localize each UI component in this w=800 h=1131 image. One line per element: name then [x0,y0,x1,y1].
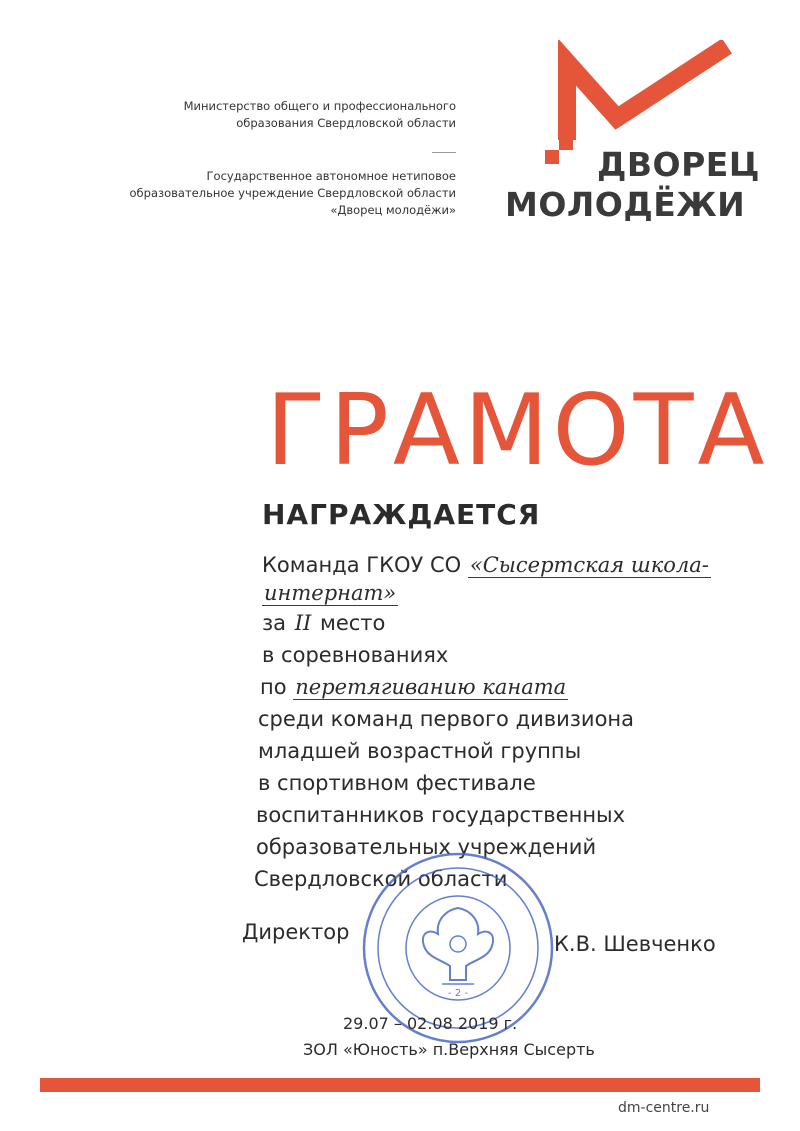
award-line-1 [262,552,711,578]
logo-text-line-1: ДВОРЕЦ [597,145,760,184]
footer-accent-bar [40,1078,760,1092]
award-place: II [294,611,312,635]
header-divider [432,152,456,153]
ministry-line-2: образования Свердловской области [236,116,456,130]
event-dates: 29.07 – 02.08 2019 г. [343,1014,518,1033]
award-discipline: перетягиванию каната [295,675,567,699]
award-line-1-prefix: Команда ГКОУ СО [262,553,468,577]
award-line-6: среди команд первого дивизиона [258,707,635,731]
award-line-9: воспитанников государственных [256,803,626,827]
signature-name: К.В. Шевченко [554,932,716,956]
svg-text:- 2 -: - 2 - [448,988,468,999]
event-location: ЗОЛ «Юность» п.Верхняя Сысерть [303,1040,595,1059]
award-line-4: в соревнованиях [262,643,449,667]
award-line-8: в спортивном фестивале [258,771,536,795]
award-line-11: Свердловской области [254,867,508,891]
institution-line-3: «Дворец молодёжи» [330,203,456,217]
institution-line-2: образовательное учреждение Свердловской области [129,186,456,200]
institution-line-1: Государственное автономное нетиповое [206,169,456,183]
website-url: dm-centre.ru [618,1100,710,1116]
award-team-name: «Сысертская школа- [469,553,709,577]
award-line-10: образовательных учреждений [256,835,597,859]
dvorets-molodezhi-logo [505,40,760,230]
certificate-title: ГРАМОТА [266,374,769,488]
award-line-7: младшей возрастной группы [258,739,582,763]
award-discipline-prefix: по [260,675,294,699]
award-line-5 [260,674,568,700]
award-place-prefix: за [262,611,293,635]
ministry-line-1: Министерство общего и профессионального [183,99,456,113]
logo-text-line-2: МОЛОДЁЖИ [505,185,746,224]
award-line-2 [262,580,398,606]
award-line-3 [262,610,385,636]
awarded-heading: НАГРАЖДАЕТСЯ [262,498,541,531]
ministry-header [184,98,456,132]
institution-header [130,168,456,219]
award-place-suffix: место [313,611,386,635]
signature-role: Директор [242,920,350,944]
award-team-name-cont: интернат» [264,581,397,605]
